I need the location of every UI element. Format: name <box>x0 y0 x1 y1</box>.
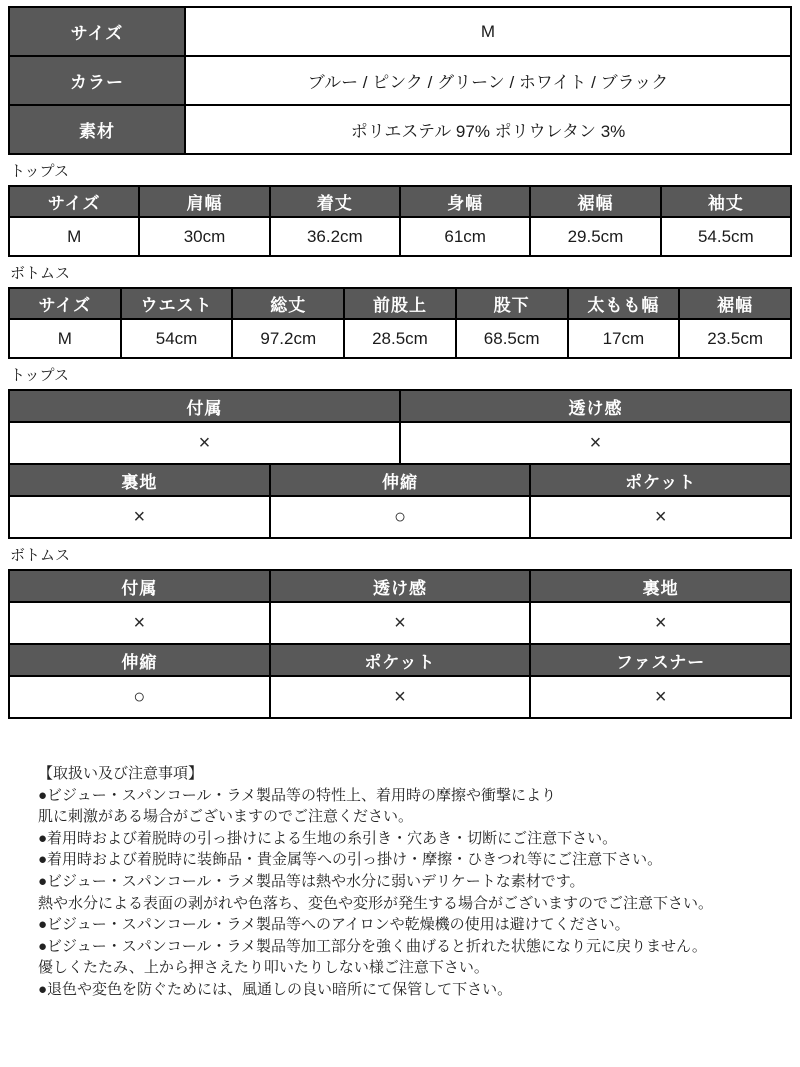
size-header-cell: 身幅 <box>400 186 530 217</box>
care-note-line: ●着用時および着脱時に装飾品・貴金属等への引っ掛け・摩擦・ひきつれ等にご注意下さい。 <box>38 851 663 869</box>
size-value-cell: 28.5cm <box>344 319 456 358</box>
size-value-cell: 54cm <box>121 319 233 358</box>
size-value-cell: M <box>9 319 121 358</box>
size-header-cell: 太もも幅 <box>568 288 680 319</box>
table-row <box>9 288 791 319</box>
feature-header-cell: ポケット <box>530 464 791 496</box>
care-note-line: 肌に刺激がある場合がございますのでご注意ください。 <box>38 808 414 826</box>
size-value-cell: 23.5cm <box>679 319 791 358</box>
size-value-cell: 61cm <box>400 217 530 256</box>
section-label-tops-size: トップス <box>10 163 69 180</box>
care-note-line: ●ビジュー・スパンコール・ラメ製品等へのアイロンや乾燥機の使用は避けてください。 <box>38 916 630 934</box>
feature-header-cell: ポケット <box>270 644 531 676</box>
feature-header-cell: 裏地 <box>530 570 791 602</box>
size-value-cell: 30cm <box>139 217 269 256</box>
table-row <box>9 105 791 154</box>
feature-header-cell: 透け感 <box>270 570 531 602</box>
size-header-cell: 袖丈 <box>661 186 791 217</box>
feature-value-cell: × <box>270 676 531 718</box>
table-row <box>9 570 791 602</box>
info-label-material: 素材 <box>9 105 185 154</box>
feature-header-cell: 伸縮 <box>270 464 531 496</box>
size-value-cell: 36.2cm <box>270 217 400 256</box>
size-header-cell: サイズ <box>9 186 139 217</box>
feature-value-cell: × <box>530 602 791 644</box>
care-note-line: ●退色や変色を防ぐためには、風通しの良い暗所にて保管して下さい。 <box>38 980 513 998</box>
feature-value-cell: × <box>530 496 791 538</box>
feature-value-cell: ○ <box>270 496 531 538</box>
section-label-bottoms-features: ボトムス <box>10 547 71 564</box>
bottoms-features-table <box>8 569 792 719</box>
feature-value-cell: × <box>9 422 400 464</box>
size-value-cell: 17cm <box>568 319 680 358</box>
info-value-color: ブルー / ピンク / グリーン / ホワイト / ブラック <box>185 56 791 105</box>
size-value-cell: 54.5cm <box>661 217 791 256</box>
info-label-size: サイズ <box>9 7 185 56</box>
size-header-cell: 裾幅 <box>530 186 660 217</box>
size-header-cell: 股下 <box>456 288 568 319</box>
feature-header-cell: ファスナー <box>530 644 791 676</box>
size-header-cell: 裾幅 <box>679 288 791 319</box>
feature-value-cell: × <box>9 496 270 538</box>
size-header-cell: ウエスト <box>121 288 233 319</box>
feature-header-cell: 付属 <box>9 570 270 602</box>
feature-header-cell: 付属 <box>9 390 400 422</box>
table-row <box>9 186 791 217</box>
care-note-line: ●着用時および着脱時の引っ掛けによる生地の糸引き・穴あき・切断にご注意下さい。 <box>38 829 618 847</box>
size-value-cell: M <box>9 217 139 256</box>
size-header-cell: 前股上 <box>344 288 456 319</box>
care-note-line: 優しくたたみ、上から押さえたり叩いたりしない様ご注意下さい。 <box>38 959 489 977</box>
size-value-cell: 68.5cm <box>456 319 568 358</box>
feature-value-cell: × <box>270 602 531 644</box>
info-value-material: ポリエステル 97% ポリウレタン 3% <box>185 105 791 154</box>
table-row <box>9 464 791 496</box>
table-row <box>9 390 791 422</box>
section-label-tops-features: トップス <box>10 367 69 384</box>
feature-header-cell: 裏地 <box>9 464 270 496</box>
feature-value-cell: × <box>9 602 270 644</box>
table-row <box>9 676 791 718</box>
feature-header-cell: 透け感 <box>400 390 791 422</box>
table-row <box>9 644 791 676</box>
info-value-size: M <box>185 7 791 56</box>
size-header-cell: 着丈 <box>270 186 400 217</box>
info-label-color: カラー <box>9 56 185 105</box>
care-notes <box>8 763 792 1001</box>
feature-value-cell: × <box>530 676 791 718</box>
feature-value-cell: ○ <box>9 676 270 718</box>
size-header-cell: 肩幅 <box>139 186 269 217</box>
tops-size-table <box>8 185 792 257</box>
size-header-cell: サイズ <box>9 288 121 319</box>
size-value-cell: 97.2cm <box>232 319 344 358</box>
table-row <box>9 217 791 256</box>
size-header-cell: 総丈 <box>232 288 344 319</box>
care-notes-title: 【取扱い及び注意事項】 <box>38 765 204 782</box>
table-row <box>9 602 791 644</box>
care-note-line: ●ビジュー・スパンコール・ラメ製品等加工部分を強く曲げると折れた状態になり元に戻りません。 <box>38 937 707 955</box>
tops-features-table <box>8 389 792 539</box>
care-note-line: ●ビジュー・スパンコール・ラメ製品等の特性上、着用時の摩擦や衝撃により <box>38 786 557 804</box>
bottoms-size-table <box>8 287 792 359</box>
section-label-bottoms-size: ボトムス <box>10 265 71 282</box>
care-note-line: 熱や水分による表面の剥がれや色落ち、変色や変形が発生する場合がございますのでご注意下さい。 <box>38 894 714 912</box>
size-value-cell: 29.5cm <box>530 217 660 256</box>
feature-header-cell: 伸縮 <box>9 644 270 676</box>
table-row <box>9 319 791 358</box>
table-row <box>9 496 791 538</box>
feature-value-cell: × <box>400 422 791 464</box>
product-info-table <box>8 6 792 155</box>
table-row <box>9 7 791 56</box>
care-note-line: ●ビジュー・スパンコール・ラメ製品等は熱や水分に弱いデリケートな素材です。 <box>38 872 585 890</box>
table-row <box>9 422 791 464</box>
table-row <box>9 56 791 105</box>
